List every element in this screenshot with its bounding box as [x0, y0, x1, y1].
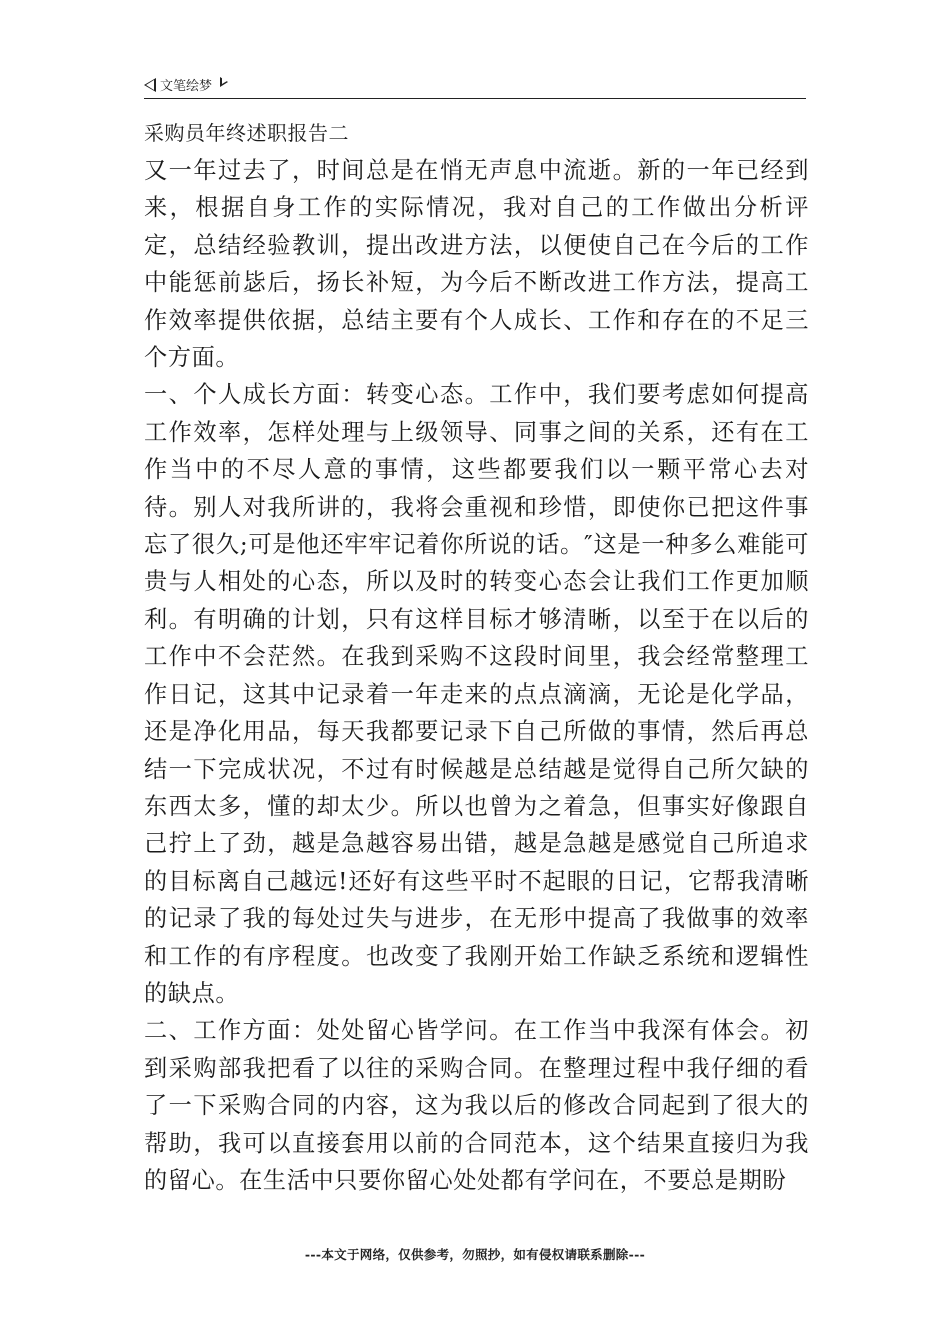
paragraph-intro: 又一年过去了，时间总是在悄无声息中流逝。新的一年已经到来，根据自身工作的实际情况，我对自己的工作做出分析评定，总结经验教训，提出改进方法，以便使自己在今后的工作中能惩前毖后，扬长补短，为今后不断改进工作方法，提高工作效率提供依据，总结主要有个人成长、工作和存在的不足三个方面。 [144, 157, 809, 372]
document-body [144, 120, 809, 1199]
header-brand [144, 75, 228, 94]
header-brand-text: 文笔绘梦 [160, 79, 213, 94]
page-header [144, 72, 806, 99]
triangle-left-icon [144, 78, 156, 92]
paragraph-work: 二、工作方面：处处留心皆学问。在工作当中我深有体会。初到采购部我把看了以往的采购合同。在整理过程中我仔细的看了一下采购合同的内容，这为我以后的修改合同起到了很大的帮助，我可以直接套用以前的合同范本，这个结果直接归为我的留心。在生活中只要你留心处处都有学问在，不要总是期盼 [144, 1017, 809, 1194]
document-title: 采购员年终述职报告二 [144, 121, 349, 145]
triangle-right-icon [220, 77, 228, 87]
footer-disclaimer: ---本文于网络，仅供参考，勿照抄，如有侵权请联系删除--- [304, 1247, 646, 1262]
paragraph-personal-growth: 一、个人成长方面：转变心态。工作中，我们要考虑如何提高工作效率，怎样处理与上级领导、同事之间的关系，还有在工作当中的不尽人意的事情，这些都要我们以一颗平常心去对待。别人对我所讲的，我将会重视和珍惜，即使你已把这件事忘了很久;可是他还牢牢记着你所说的话。″这是一种多么难能可贵与人相处的心态，所以及时的转变心态会让我们工作更加顺利。有明确的计划，只有这样目标才够清晰，以至于在以后的工作中不会茫然。在我到采购不这段时间里，我会经常整理工作日记，这其中记录着一年走来的点点滴滴，无论是化学品，还是净化用品，每天我都要记录下自己所做的事情，然后再总结一下完成状况，不过有时候越是总结越是觉得自己所欠缺的东西太多，懂的却太少。所以也曾为之着急，但事实好像跟自己拧上了劲，越是急越容易出错，越是急越是感觉自己所追求的目标离自己越远!还好有这些平时不起眼的日记，它帮我清晰的记录了我的每处过失与进步，在无形中提高了我做事的效率和工作的有序程度。也改变了我刚开始工作缺乏系统和逻辑性的缺点。 [144, 381, 809, 1007]
